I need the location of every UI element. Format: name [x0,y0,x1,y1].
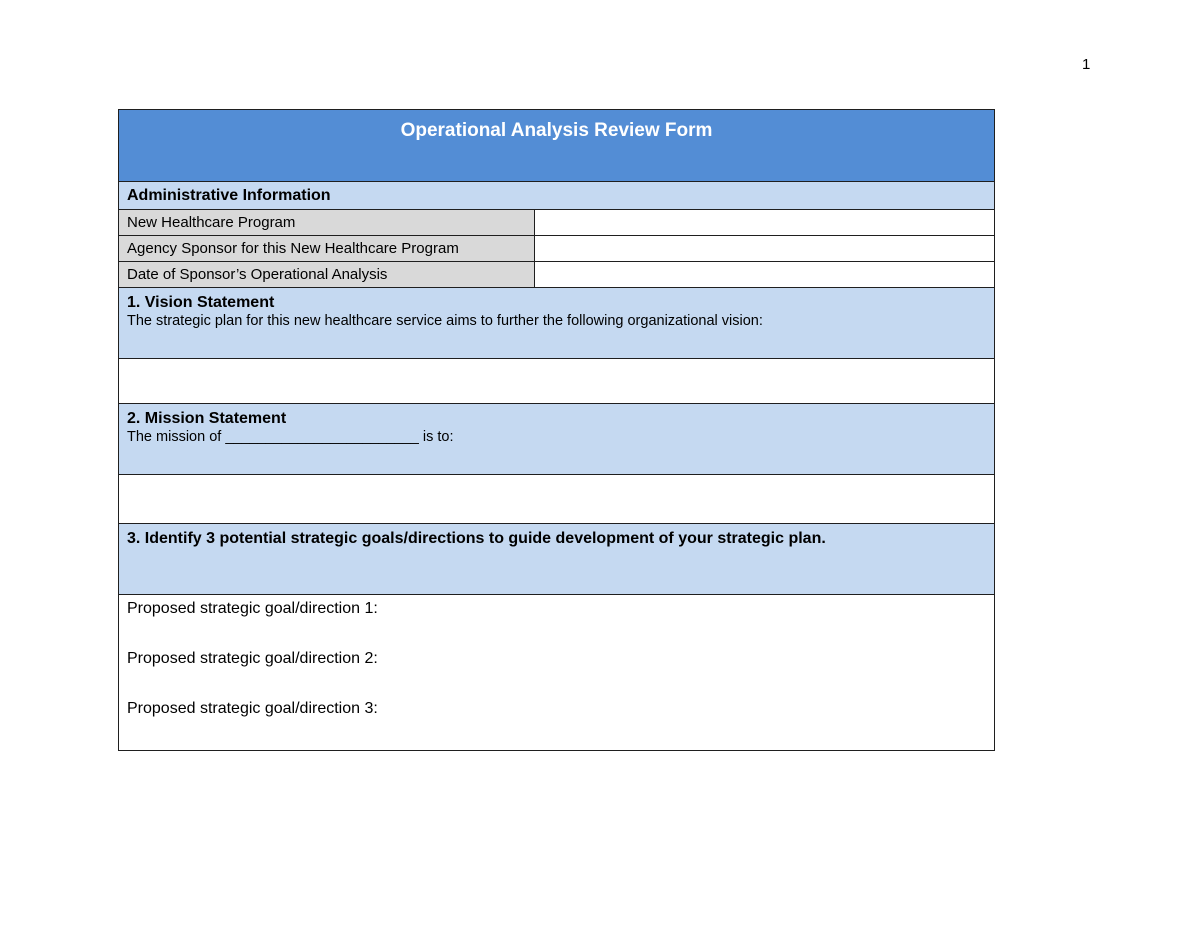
goals-heading: 3. Identify 3 potential strategic goals/directions to guide development of your strategic plan. [119,524,995,595]
field-value-program[interactable] [535,210,995,236]
goals-answer-field[interactable] [119,595,995,751]
goal-item-1: Proposed strategic goal/direction 1: [127,600,378,617]
vision-prompt: The strategic plan for this new healthcare service aims to further the following organizational vision: [127,313,763,329]
goal-item-3: Proposed strategic goal/direction 3: [127,700,378,717]
vision-heading: 1. Vision Statement [127,294,275,311]
mission-prompt: The mission of ________________________ is to: [127,429,454,445]
form-title: Operational Analysis Review Form [119,110,995,182]
field-value-date[interactable] [535,262,995,288]
field-value-sponsor[interactable] [535,236,995,262]
mission-section [119,404,995,475]
field-label-program: New Healthcare Program [119,210,535,236]
goal-item-2: Proposed strategic goal/direction 2: [127,650,378,667]
vision-answer-field[interactable] [119,359,995,404]
page-number: 1 [1082,56,1091,73]
operational-analysis-form [118,109,995,751]
admin-info-heading: Administrative Information [119,182,995,210]
vision-section [119,288,995,359]
mission-heading: 2. Mission Statement [127,410,287,427]
field-label-date: Date of Sponsor’s Operational Analysis [119,262,535,288]
mission-answer-field[interactable] [119,475,995,524]
field-label-sponsor: Agency Sponsor for this New Healthcare Program [119,236,535,262]
